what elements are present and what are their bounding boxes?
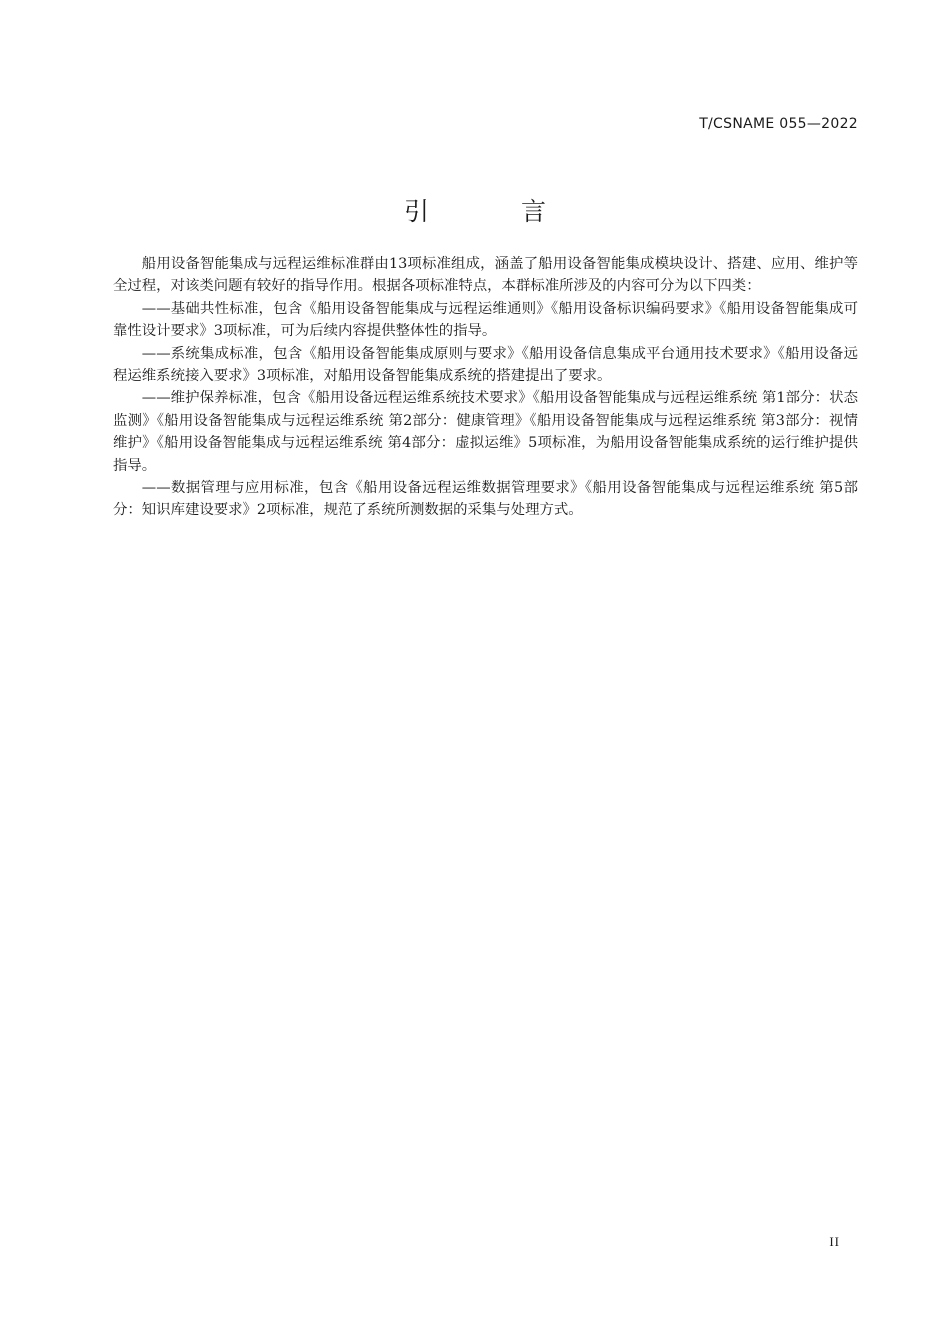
introduction-body (113, 253, 858, 522)
intro-paragraph: 船用设备智能集成与远程运维标准群由13项标准组成，涵盖了船用设备智能集成模块设计、搭建、应用、维护等全过程，对该类问题有较好的指导作用。根据各项标准特点，本群标准所涉及的内容可分为以下四类： (113, 256, 858, 295)
category-system-integration: ——系统集成标准，包含《船用设备智能集成原则与要求》《船用设备信息集成平台通用技术要求》《船用设备远程运维系统接入要求》3项标准，对船用设备智能集成系统的搭建提出了要求。 (113, 345, 858, 385)
page-number: II (829, 1234, 840, 1249)
document-code: T/CSNAME 055—2022 (699, 116, 858, 132)
category-data-management: ——数据管理与应用标准，包含《船用设备远程运维数据管理要求》《船用设备智能集成与远程运维系统 第5部分：知识库建设要求》2项标准，规范了系统所测数据的采集与处理方式。 (113, 480, 858, 519)
page-title: 引 言 (404, 197, 588, 226)
category-basic-common: ——基础共性标准，包含《船用设备智能集成与远程运维通则》《船用设备标识编码要求》《船用设备智能集成可靠性设计要求》3项标准，可为后续内容提供整体性的指导。 (113, 300, 858, 340)
category-maintenance: ——维护保养标准，包含《船用设备远程运维系统技术要求》《船用设备智能集成与远程运维系统 第1部分：状态监测》《船用设备智能集成与远程运维系统 第2部分：健康管理》《船用设备智能集成与远程运维系统 第3部分：视情维护》《船用设备智能集成与远程运维系统 第4部分：虚拟运维》5项标准，为船用设备智能集成系统的运行维护提供指导。 (113, 390, 858, 474)
